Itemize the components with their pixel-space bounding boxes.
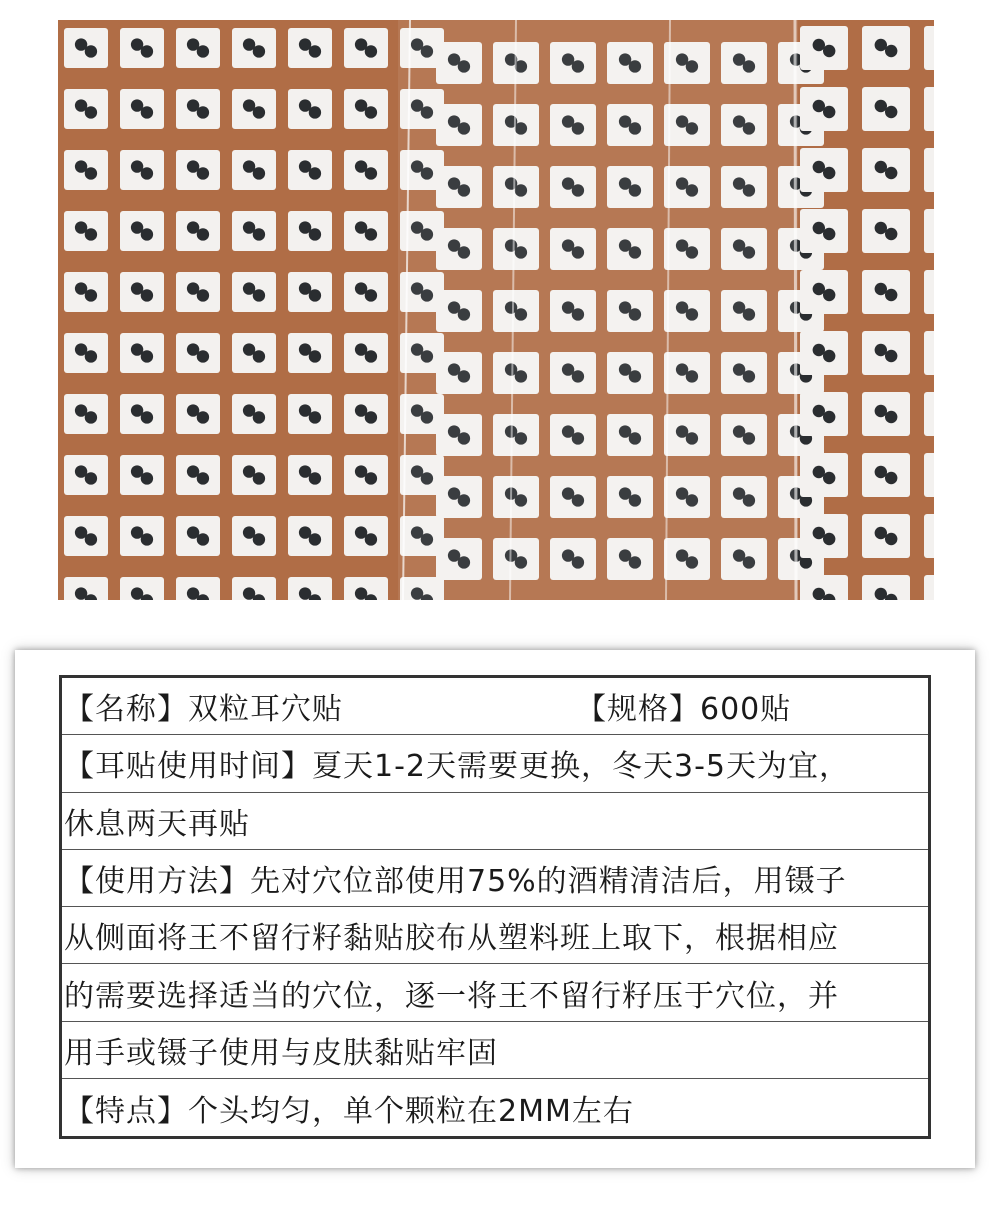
patch bbox=[924, 148, 934, 192]
patch bbox=[924, 270, 934, 314]
seed bbox=[885, 106, 897, 118]
seed bbox=[141, 45, 153, 57]
seed bbox=[813, 39, 825, 51]
seed bbox=[875, 588, 887, 600]
method-text: 【使用方法】先对穴位部使用75%的酒精清洁后，用镊子 bbox=[64, 864, 847, 900]
patch bbox=[924, 87, 934, 131]
method-row-cont bbox=[62, 964, 928, 1021]
seed bbox=[253, 472, 265, 484]
ear-seed-sheets-image bbox=[58, 20, 934, 600]
seed bbox=[875, 405, 887, 417]
seed bbox=[141, 106, 153, 118]
seed bbox=[85, 167, 97, 179]
seed bbox=[197, 472, 209, 484]
patch bbox=[924, 331, 934, 375]
seed bbox=[253, 411, 265, 423]
seed bbox=[253, 167, 265, 179]
seed bbox=[141, 350, 153, 362]
usage-time-row bbox=[62, 735, 928, 792]
seed bbox=[885, 45, 897, 57]
seed bbox=[85, 45, 97, 57]
method-text-cont: 从侧面将王不留行籽黏贴胶布从塑料班上取下，根据相应 bbox=[64, 921, 839, 957]
seed bbox=[197, 289, 209, 301]
name-spec-row bbox=[62, 678, 928, 735]
seed bbox=[813, 466, 825, 478]
seed bbox=[885, 411, 897, 423]
spec-card bbox=[15, 650, 975, 1168]
method-text-cont: 用手或镊子使用与皮肤黏贴牢固 bbox=[64, 1035, 498, 1071]
seed bbox=[309, 167, 321, 179]
seed bbox=[823, 45, 835, 57]
seed bbox=[813, 161, 825, 173]
patch bbox=[924, 209, 934, 253]
seed bbox=[85, 350, 97, 362]
seed bbox=[197, 45, 209, 57]
seed bbox=[823, 167, 835, 179]
seed bbox=[309, 411, 321, 423]
seed bbox=[885, 289, 897, 301]
seed bbox=[885, 167, 897, 179]
product-spec: 【规格】600贴 bbox=[576, 692, 792, 728]
patch bbox=[924, 453, 934, 497]
seed bbox=[309, 228, 321, 240]
seed bbox=[813, 283, 825, 295]
seed bbox=[309, 533, 321, 545]
seed bbox=[309, 350, 321, 362]
seed bbox=[141, 167, 153, 179]
seed bbox=[875, 344, 887, 356]
seed bbox=[875, 222, 887, 234]
seed bbox=[309, 289, 321, 301]
seed bbox=[253, 228, 265, 240]
seed bbox=[365, 350, 377, 362]
seed bbox=[813, 527, 825, 539]
patch bbox=[924, 26, 934, 70]
seed bbox=[85, 289, 97, 301]
seed bbox=[875, 527, 887, 539]
features-row bbox=[62, 1079, 928, 1136]
seed bbox=[85, 411, 97, 423]
seed bbox=[365, 289, 377, 301]
seed bbox=[365, 106, 377, 118]
seed bbox=[365, 472, 377, 484]
method-row bbox=[62, 850, 928, 907]
seed bbox=[141, 289, 153, 301]
seed bbox=[85, 472, 97, 484]
usage-time-text: 【耳贴使用时间】夏天1-2天需要更换，冬天3-5天为宜， bbox=[64, 749, 850, 785]
seed bbox=[365, 45, 377, 57]
seed bbox=[197, 167, 209, 179]
seed bbox=[365, 167, 377, 179]
method-text-cont: 的需要选择适当的穴位，逐一将王不留行籽压于穴位，并 bbox=[64, 978, 839, 1014]
seed bbox=[875, 161, 887, 173]
patch bbox=[924, 514, 934, 558]
seed bbox=[813, 588, 825, 600]
seed bbox=[85, 106, 97, 118]
seed bbox=[141, 228, 153, 240]
seed bbox=[823, 350, 835, 362]
seed bbox=[885, 350, 897, 362]
seed bbox=[823, 106, 835, 118]
seed bbox=[309, 45, 321, 57]
features-text: 【特点】个头均匀，单个颗粒在2MM左右 bbox=[64, 1093, 634, 1129]
seed bbox=[253, 350, 265, 362]
seed bbox=[813, 222, 825, 234]
seed bbox=[253, 45, 265, 57]
seed bbox=[253, 289, 265, 301]
seed bbox=[875, 466, 887, 478]
seed bbox=[253, 106, 265, 118]
seed bbox=[875, 283, 887, 295]
seed bbox=[85, 228, 97, 240]
method-row-cont bbox=[62, 1022, 928, 1079]
seed bbox=[141, 411, 153, 423]
seed bbox=[813, 405, 825, 417]
patch bbox=[924, 575, 934, 600]
patch bbox=[924, 392, 934, 436]
usage-time-text-cont: 休息两天再贴 bbox=[64, 806, 250, 842]
seed bbox=[197, 228, 209, 240]
seed bbox=[365, 533, 377, 545]
product-photo bbox=[58, 20, 934, 600]
seed bbox=[197, 350, 209, 362]
seed bbox=[309, 472, 321, 484]
spec-table bbox=[59, 675, 931, 1139]
seed bbox=[197, 106, 209, 118]
seed bbox=[875, 39, 887, 51]
seed bbox=[823, 228, 835, 240]
seed bbox=[800, 556, 812, 568]
product-name: 【名称】双粒耳穴贴 bbox=[64, 692, 343, 728]
seed bbox=[823, 289, 835, 301]
seed bbox=[309, 106, 321, 118]
seed bbox=[823, 533, 835, 545]
usage-time-row-cont bbox=[62, 793, 928, 850]
seed bbox=[365, 228, 377, 240]
seed bbox=[85, 533, 97, 545]
seed bbox=[885, 228, 897, 240]
seed bbox=[875, 100, 887, 112]
seed bbox=[197, 533, 209, 545]
seed bbox=[141, 533, 153, 545]
seed bbox=[141, 472, 153, 484]
seed bbox=[365, 411, 377, 423]
seed bbox=[813, 344, 825, 356]
seed bbox=[823, 411, 835, 423]
seed bbox=[885, 533, 897, 545]
method-row-cont bbox=[62, 907, 928, 964]
seed bbox=[197, 411, 209, 423]
seed bbox=[253, 533, 265, 545]
seed bbox=[885, 472, 897, 484]
seed bbox=[823, 472, 835, 484]
seed bbox=[813, 100, 825, 112]
